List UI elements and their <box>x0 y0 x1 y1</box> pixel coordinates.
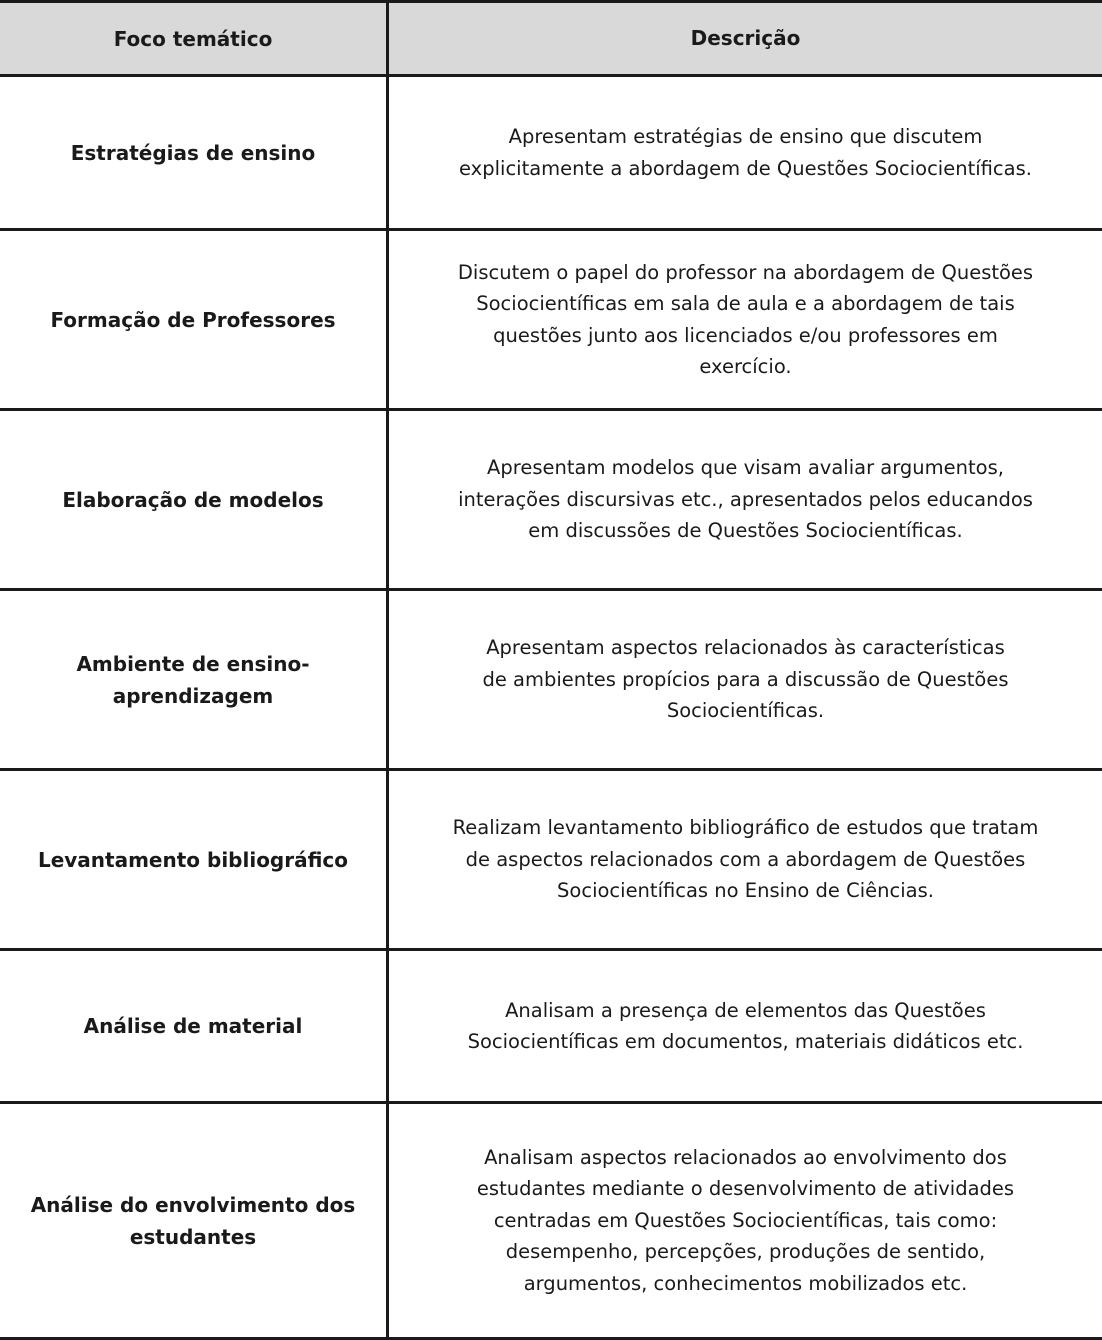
header-description: Descrição <box>690 25 801 50</box>
focus-cell <box>0 231 389 408</box>
focus-cell <box>0 771 389 948</box>
focus-text: Ambiente de ensino- aprendizagem <box>76 651 310 708</box>
header-focus: Foco temático <box>0 3 389 74</box>
table-row <box>0 951 1102 1104</box>
table-header-row <box>0 3 1102 77</box>
focus-text: Formação de Professores <box>50 307 336 332</box>
focus-text: Elaboração de modelos <box>62 487 324 512</box>
focus-cell <box>0 591 389 768</box>
description-cell: Apresentam modelos que visam avaliar argumentos, interações discursivas etc., apresentados pelos educandos em discussões de Questões Sociocientíficas. <box>458 456 1033 543</box>
focus-cell <box>0 411 389 588</box>
description-cell: Discutem o papel do professor na abordagem de Questões Sociocientíficas em sala de aula e a abordagem de tais questões junto aos licenciados e/ou professores em exercício. <box>457 260 1034 378</box>
description-cell: Apresentam aspectos relacionados às características de ambientes propícios para a discussão de Questões Sociocientíficas. <box>482 636 1009 723</box>
description-cell: Realizam levantamento bibliográfico de estudos que tratam de aspectos relacionados com a abordagem de Questões Sociocientíficas no Ensino de Ciências. <box>452 816 1039 903</box>
focus-text: Análise do envolvimento dos estudantes <box>30 1192 356 1249</box>
description-cell: Analisam a presença de elementos das Questões Sociocientíficas em documentos, materiais didáticos etc. <box>467 998 1024 1053</box>
description-cell: Analisam aspectos relacionados ao envolvimento dos estudantes mediante o desenvolvimento de atividades centradas em Questões Sociocientíficas, tais como: desempenho, percepções, produções de sentido, argumentos, conhecimentos mobilizados etc. <box>476 1145 1015 1295</box>
focus-cell <box>0 951 389 1101</box>
table-row <box>0 591 1102 771</box>
focus-text: Estratégias de ensino <box>70 140 316 165</box>
table-row <box>0 1104 1102 1340</box>
table-row <box>0 411 1102 591</box>
table-row <box>0 77 1102 231</box>
focus-text: Levantamento bibliográfico <box>37 847 349 872</box>
focus-text: Análise de material <box>83 1014 303 1038</box>
description-cell: Apresentam estratégias de ensino que discutem explicitamente a abordagem de Questões Sociocientíficas. <box>459 125 1032 180</box>
focus-cell <box>0 1104 389 1337</box>
focus-cell <box>0 77 389 228</box>
table-row <box>0 771 1102 951</box>
table-row <box>0 231 1102 411</box>
